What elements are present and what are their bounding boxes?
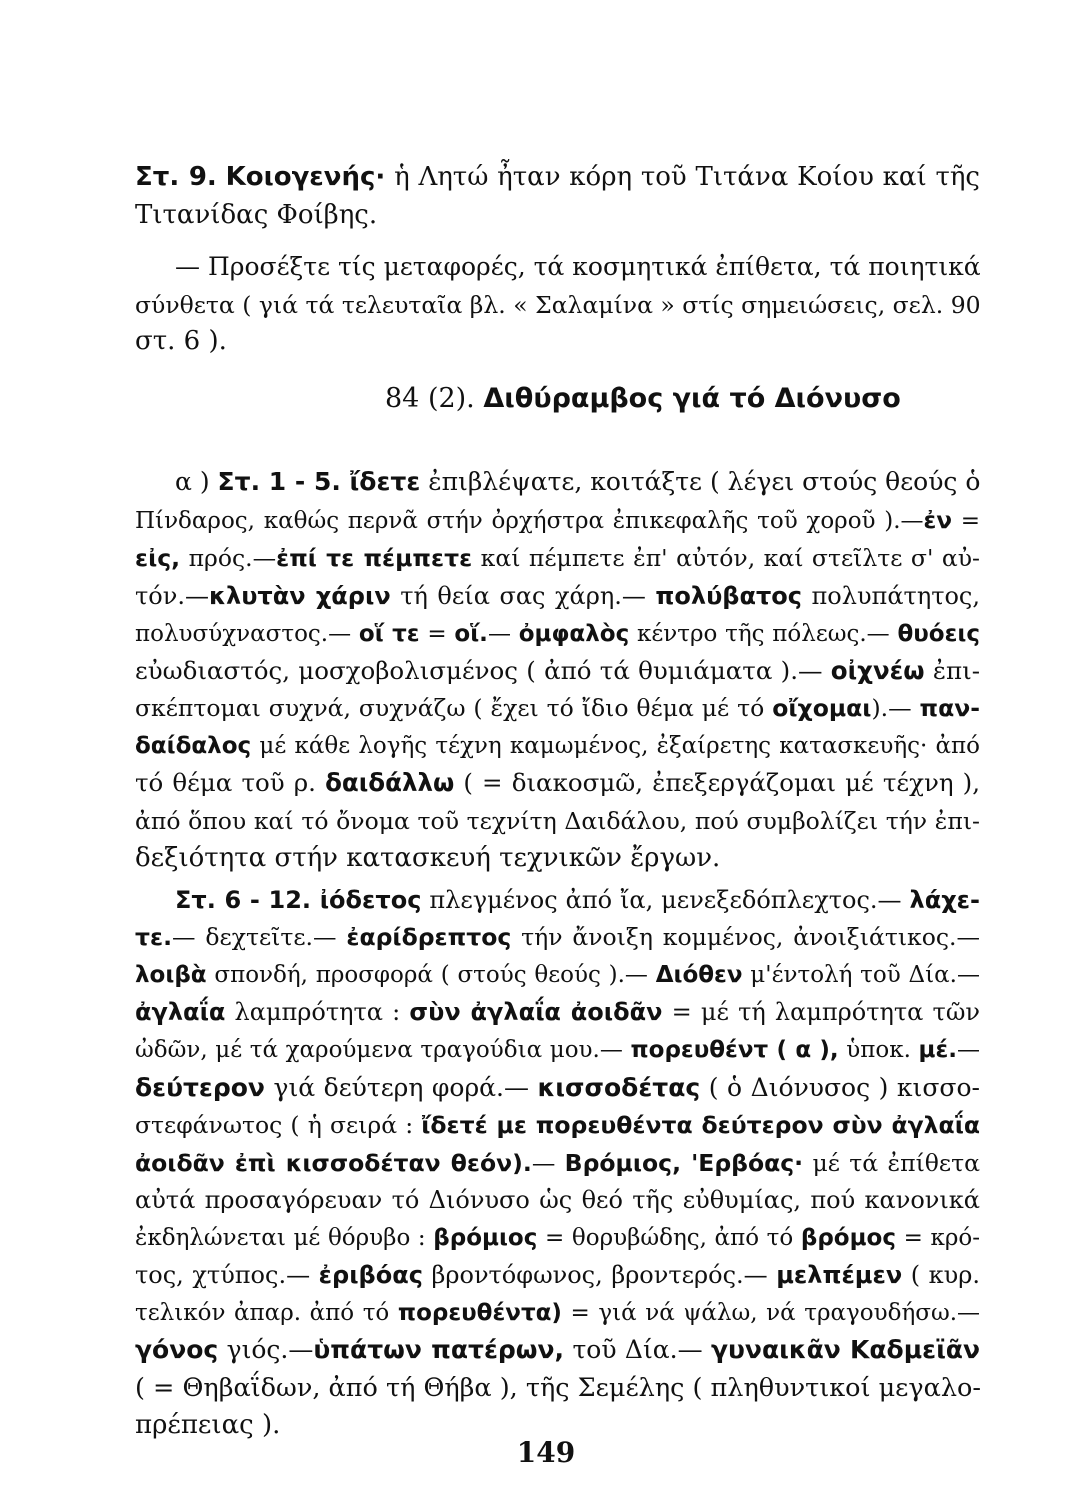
text-line: Στ. 6 - 12. ἰόδετος πλεγμένος ἀπό ἴα, μενεξεδόπλεχτος.— λάχε- xyxy=(175,886,980,914)
text-line: γόνος γιός.—ὑπάτων πατέρων, τοῦ Δία.— γυναικᾶν Καδμεϊᾶν xyxy=(135,1335,980,1364)
heading-title: Διθύραμβος γιά τό Διόνυσο xyxy=(483,383,901,414)
text-line: δεύτερον γιά δεύτερη φορά.— κισσοδέτας ( ὁ Διόνυσος ) κισσο- xyxy=(135,1073,980,1102)
text-line: σκέπτομαι συχνά, συχνάζω ( ἔχει τό ἴδιο θέμα μέ τό οἴχομαι).— παν- xyxy=(135,694,980,722)
text-line: τελικόν ἀπαρ. ἀπό τό πορευθέντα) = γιά νά ψάλω, νά τραγουδήσω.— xyxy=(135,1300,981,1326)
text-line: εἰς, πρός.—ἐπί τε πέμπετε καί πέμπετε ἐπ' αὐτόν, καί στεῖλτε σ' αὐ- xyxy=(135,544,980,572)
text-line: αὐτά προσαγόρευαν τό Διόνυσο ὡς θεό τῆς εὐθυμίας, πού κανονικά xyxy=(135,1186,980,1214)
text-line: Στ. 9. Κοιογενής· ἡ Λητώ ἦταν κόρη τοῦ Τιτάνα Κοίου καί τῆς xyxy=(135,162,980,192)
text-line: ἀγλαΐα λαμπρότητα : σὺν ἀγλαΐα ἀοιδᾶν = μέ τή λαμπρότητα τῶν xyxy=(135,998,980,1026)
text-line: Πίνδαρος, καθώς περνᾶ στήν ὀρχήστρα ἐπικεφαλῆς τοῦ χοροῦ ).—ἐν = xyxy=(135,508,980,534)
text-line: λοιβὰ σπονδή, προσφορά ( στούς θεούς ).— Διόθεν μ'έντολή τοῦ Δία.— xyxy=(135,962,980,988)
text-line: στεφάνωτος ( ἡ σειρά : ἴδετέ με πορευθέντα δεύτερον σὺν ἀγλαΐα xyxy=(135,1111,980,1139)
page-number: 149 xyxy=(516,1436,576,1469)
text-line: ( = Θηβαΐδων, ἀπό τή Θήβα ), τῆς Σεμέλης ( πληθυντικοί μεγαλο- xyxy=(135,1373,981,1403)
text-line: ἀπό ὅπου καί τό ὄνομα τοῦ τεχνίτη Δαιδάλου, πού συμβολίζει τήν ἐπι- xyxy=(135,807,980,835)
text-line: ἀοιδᾶν ἐπὶ κισσοδέταν θεόν).— Βρόμιος, 'Ερβόας· μέ τά ἐπίθετα xyxy=(135,1149,980,1177)
text-line: δεξιότητα στήν κατασκευή τεχνικῶν ἔργων. xyxy=(135,843,721,873)
heading-number: 84 (2). xyxy=(385,383,475,414)
text-line: — Προσέξτε τίς μεταφορές, τά κοσμητικά ἐπίθετα, τά ποιητικά xyxy=(175,252,981,281)
text-line: πολυσύχναστος.— οἵ τε = οἵ.— ὀμφαλὸς κέντρο τῆς πόλεως.— θυόεις xyxy=(135,621,980,647)
text-line: ἐκδηλώνεται μέ θόρυβο : βρόμιος = θορυβώδης, ἀπό τό βρόμος = κρό- xyxy=(135,1225,980,1251)
term: Κοιογενής· xyxy=(225,162,386,192)
text-line: σύνθετα ( γιά τά τελευταῖα βλ. « Σαλαμίνα » στίς σημειώσεις, σελ. 90 xyxy=(135,291,981,319)
text-line: α ) Στ. 1 - 5. ἴδετε ἐπιβλέψατε, κοιτάξτε ( λέγει στούς θεούς ὁ xyxy=(175,467,981,496)
text-line: Τιτανίδας Φοίβης. xyxy=(135,200,378,230)
text-line: τόν.—κλυτὰν χάριν τή θεία σας χάρη.— πολύβατος πολυπάτητος, xyxy=(135,582,980,610)
text-line: στ. 6 ). xyxy=(135,326,227,356)
text-line: τος, χτύπος.— ἐριβόας βροντόφωνος, βροντερός.— μελπέμεν ( κυρ. xyxy=(135,1261,981,1289)
text-line: τό θέμα τοῦ ρ. δαιδάλλω ( = διακοσμῶ, ἐπεξεργάζομαι μέ τέχνη ), xyxy=(135,768,980,797)
text-line: ὠδῶν, μέ τά χαρούμενα τραγούδια μου.— πορευθέντ ( α ), ὑποκ. μέ.— xyxy=(135,1037,980,1063)
text-line: εὐωδιαστός, μοσχοβολισμένος ( ἀπό τά θυμιάματα ).— οἰχνέω ἐπι- xyxy=(135,656,981,685)
section-heading xyxy=(385,382,901,416)
text-line: τε.— δεχτεῖτε.— ἐαρίδρεπτος τήν ἄνοιξη κομμένος, ἀνοιξιάτικος.— xyxy=(135,923,980,951)
text-line: πρέπειας ). xyxy=(135,1410,281,1440)
verse-label: Στ. 9. xyxy=(135,162,217,192)
text-line: δαίδαλος μέ κάθε λογῆς τέχνη καμωμένος, ἐξαίρετης κατασκευῆς· ἀπό xyxy=(135,733,980,759)
